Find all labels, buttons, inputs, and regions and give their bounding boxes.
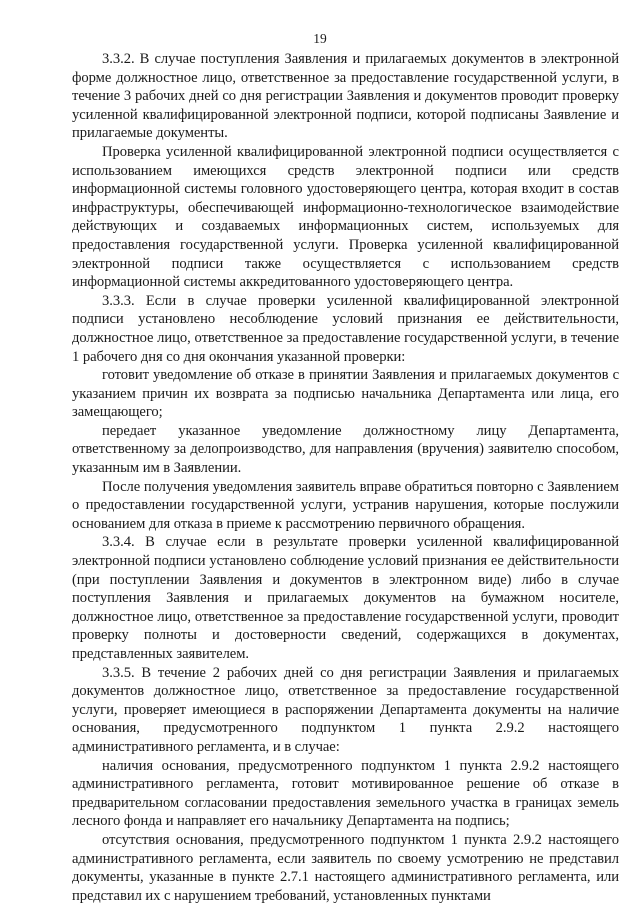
- paragraph-3-3-3: 3.3.3. Если в случае проверки усиленной квалифицированной электронной подписи установлено несоблюдение условий признания ее действительности, должностное лицо, ответственное за предоставление государственной услуги, в течение 1 рабочего дня со дня окончания указанной проверки:: [72, 292, 619, 365]
- paragraph-grounds-absent: отсутствия основания, предусмотренного подпунктом 1 пункта 2.9.2 настоящего административного регламента, если заявитель по своему усмотрению не представил документы, указанные в пункте 2.7.1 настоящего административного регламента, или представил их с нарушением требований, установленных пунктами: [72, 831, 619, 904]
- paragraph-reapplication: После получения уведомления заявитель вправе обратиться повторно с Заявлением о предоставлении государственной услуги, устранив нарушения, которые послужили основанием для отказа в приеме к рассмотрению первичного обращения.: [72, 478, 619, 532]
- paragraph-3-3-5: 3.3.5. В течение 2 рабочих дней со дня регистрации Заявления и прилагаемых документов должностное лицо, ответственное за предоставление государственной услуги, проверяет имеющиеся в распоряжении Департамента документы на наличие основания, предусмотренного подпунктом 1 пункта 2.9.2 настоящего административного регламента, и в случае:: [72, 664, 619, 755]
- page-number: 19: [313, 31, 327, 46]
- paragraph-grounds-present: наличия основания, предусмотренного подпунктом 1 пункта 2.9.2 настоящего административного регламента, готовит мотивированное решение об отказе в предварительном согласовании предоставления земельного участка в границах земель лесного фонда и направляет его начальнику Департамента на подпись;: [72, 757, 619, 830]
- paragraph-3-3-4: 3.3.4. В случае если в результате проверки усиленной квалифицированной электронной подписи установлено соблюдение условий признания ее действительности (при поступлении Заявления и документов в электронном виде) либо в случае поступления Заявления и прилагаемых документов на бумажном носителе, должностное лицо, ответственное за предоставление государственной услуги, проводит проверку полноты и достоверности сведений, содержащихся в документах, представленных заявителем.: [72, 534, 619, 662]
- document-body: [72, 50, 619, 905]
- paragraph-signature-verification: Проверка усиленной квалифицированной электронной подписи осуществляется с использованием имеющихся средств электронной подписи или средств информационной системы головного удостоверяющего центра, которая входит в состав инфраструктуры, обеспечивающей информационно-технологическое взаимодействие действующих и создаваемых информационных систем, используемых для предоставления государственной услуги. Проверка усиленной квалифицированной электронной подписи также осуществляется с использованием средств информационной системы аккредитованного удостоверяющего центра.: [72, 143, 619, 291]
- paragraph-3-3-2: 3.3.2. В случае поступления Заявления и прилагаемых документов в электронной форме должностное лицо, ответственное за предоставление государственной услуги, в течение 3 рабочих дней со дня регистрации Заявления и документов проводит проверку усиленной квалифицированной электронной подписи, которой подписаны Заявление и прилагаемые документы.: [72, 51, 619, 142]
- paragraph-transfers-notice: передает указанное уведомление должностному лицу Департамента, ответственному за делопроизводство, для направления (вручения) заявителю способом, указанным им в Заявлении.: [72, 422, 619, 477]
- paragraph-prepares-notice: готовит уведомление об отказе в принятии Заявления и прилагаемых документов с указанием причин их возврата за подписью начальника Департамента или лица, его замещающего;: [72, 367, 619, 421]
